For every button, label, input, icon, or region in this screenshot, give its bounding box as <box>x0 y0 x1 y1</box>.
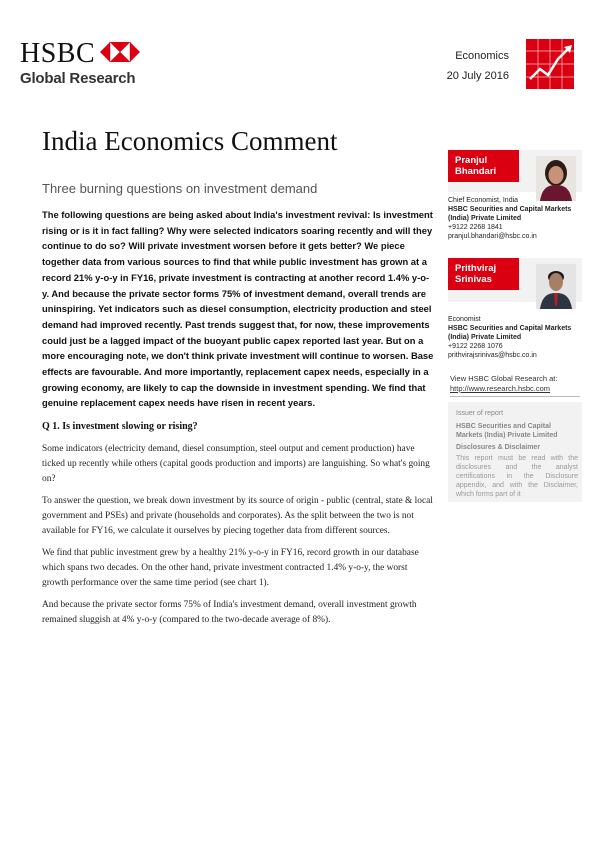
author-photo <box>536 156 576 201</box>
author-first-name: Prithviraj <box>455 263 497 274</box>
report-subtitle: Three burning questions on investment demand <box>42 181 318 196</box>
author-role: Chief Economist, India <box>448 197 519 204</box>
chart-trend-icon <box>526 39 574 89</box>
author-first-name: Pranjul <box>455 155 488 166</box>
logo-subtitle: Global Research <box>20 70 136 87</box>
author-details <box>448 315 582 360</box>
author-role: Economist <box>448 316 481 323</box>
report-date: 20 July 2016 <box>446 70 509 82</box>
report-section: Economics <box>455 50 509 62</box>
body-paragraph-text: Some indicators (electricity demand, diesel consumption, steel output and cement production) have ticked up recently while others (capital goods production and imports) are languishing. So what's going on? <box>42 444 430 484</box>
disclosures-title: Disclosures & Disclaimer <box>456 444 541 451</box>
author-name <box>448 150 519 182</box>
author-email[interactable]: pranjul.bhandari@hsbc.co.in <box>448 233 537 240</box>
body-paragraph <box>42 546 434 591</box>
summary-paragraph <box>42 207 434 411</box>
issuer-box <box>448 402 582 502</box>
author-firm: HSBC Securities and Capital Markets (India) Private Limited <box>448 325 572 341</box>
view-research-label: View HSBC Global Research at: <box>450 374 558 383</box>
author-email[interactable]: prithvirajsrinivas@hsbc.co.in <box>448 352 537 359</box>
issuer-name: HSBC Securities and Capital Markets (India) Private Limited <box>456 423 558 439</box>
author-phone: +9122 2268 1841 <box>448 224 503 231</box>
issuer-label: Issuer of report <box>456 410 504 417</box>
body-paragraph-text: And because the private sector forms 75% of India's investment demand, overall investment growth remained sluggish at 4% y-o-y (compared to the two-decade average of 8%). <box>42 600 417 625</box>
summary-text: The following questions are being asked about India's investment revival: Is investment rising or is it in fact falling? Why were selected indicators soaring recently and will they continue to do so? Will private investment worsen before it gets better? We piece together data from various sources to find that while public investment has grown at a record 21% y-o-y in FY16, private investment is contracting at another record 1.4% y-o-y. And because the private sector forms 75% of investment demand, overall trends are uninspiring. Yet indicators such as diesel consumption, electricity production and steel demand had improved recently. Past trends suggest that, for now, these improvements could just be a lagged impact of the buoyant public capex reported last year. But on a more encouraging note, we don't think private investment will continue to worsen. Base effects are favourable. And more importantly, replacement capex needs, especially in a growing economy, are likely to cap the downside in investment spending. We find that genuine replacement capex needs have risen in recent years. <box>42 209 434 409</box>
report-title: India Economics Comment <box>42 126 338 156</box>
author-card <box>448 258 582 302</box>
logo-wordmark: HSBC <box>20 38 96 69</box>
hsbc-hexagon-icon <box>100 42 140 62</box>
author-card <box>448 150 582 192</box>
body-paragraph <box>42 598 434 628</box>
body-paragraph-text: We find that public investment grew by a healthy 21% y-o-y in FY16, record growth in our database which spans two decades. On the other hand, private investment contracted 1.4% y-o-y, the worst growth performance over the same time period (see chart 1). <box>42 548 419 588</box>
question-heading: Q 1. Is investment slowing or rising? <box>42 421 198 432</box>
author-details <box>448 196 582 241</box>
body-paragraph <box>42 494 434 539</box>
author-name <box>448 258 519 290</box>
divider <box>450 396 580 397</box>
body-paragraph <box>42 442 434 487</box>
author-photo <box>536 264 576 309</box>
author-phone: +9122 2268 1076 <box>448 343 503 350</box>
research-link[interactable]: http://www.research.hsbc.com <box>450 384 551 393</box>
author-firm: HSBC Securities and Capital Markets (India) Private Limited <box>448 206 572 222</box>
body-paragraph-text: To answer the question, we break down investment by its source of origin - public (central, state & local government and PSEs) and private (households and corporates). As the split between the two is not available for FY16, we calculate it ourselves by piecing together data from different sources. <box>42 496 433 536</box>
research-link-box <box>450 374 557 394</box>
disclosures-text: This report must be read with the disclosures and the analyst certifications in the Disclosure appendix, and with the Disclaimer, which forms part of it <box>456 455 578 498</box>
author-last-name: Bhandari <box>455 166 497 177</box>
author-last-name: Srinivas <box>455 274 492 285</box>
